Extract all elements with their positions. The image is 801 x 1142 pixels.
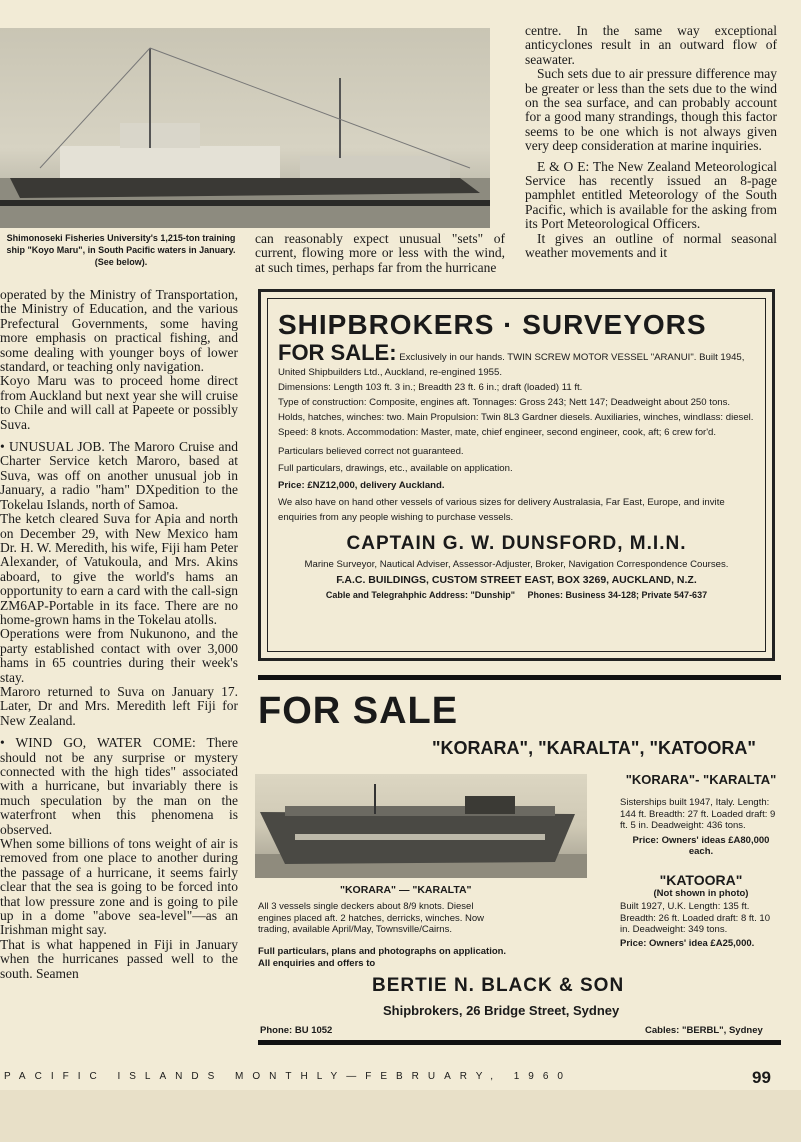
- ship-illustration: [0, 28, 490, 228]
- paragraph: Operations were from Nukunono, and the party established contact with over 3,000 hams in 65 countries during their week's stay.: [0, 626, 238, 685]
- roles-text: Marine Surveyor, Nautical Adviser, Assessor-Adjuster, Broker, Navigation Correspondence Courses.: [304, 559, 729, 570]
- bertie-black-name: BERTIE N. BLACK & SON: [372, 975, 625, 996]
- cables-text: Cables: "BERBL", Sydney: [645, 1025, 763, 1036]
- page-number: 99: [752, 1068, 771, 1087]
- article-text-middle: can reasonably expect unusual "sets" of current, flowing more or less with the wind, at such times, perhaps far from the hurricane: [255, 231, 505, 275]
- divider-rule: [258, 675, 781, 680]
- paragraph: centre. In the same way exceptional anticyclones result in an outward flow of seawater.: [525, 23, 777, 67]
- construction-text: Type of construction: Composite, engines aft. Tonnages: Gross 243; Nett 147; Deadweight about 250 tons. Holds, hatches, winches: two. Main Propulsion: Twin 8L3 Gardner diesels. Auxiliaries, winches, windlass: diesel. Speed: 8 knots. Accommodation: Master, mate, chief engineer, second engineer, cook, aft; 6 crew for'd.: [278, 397, 754, 438]
- enquiries-line: All enquiries and offers to: [258, 957, 376, 969]
- sisterships-info: [620, 772, 782, 949]
- sisterships-heading: "KORARA"- "KARALTA": [625, 772, 777, 787]
- article-text-right: [525, 24, 777, 261]
- photo-caption: Shimonoseki Fisheries University's 1,215-ton training ship "Koyo Maru", in South Pacific waters in January. (See below).: [6, 233, 236, 267]
- page-bottom-margin: [0, 1090, 801, 1142]
- sisterships-text: Sisterships built 1947, Italy. Length: 144 ft. Breadth: 27 ft. Loaded draft: 9 ft. 5 in. Deadweight: 436 tons.: [620, 797, 776, 831]
- ships-names: "KORARA", "KARALTA", "KATOORA": [432, 738, 756, 758]
- divider-rule: [258, 1040, 781, 1045]
- believed-text: Particulars believed correct not guaranteed.: [278, 446, 464, 457]
- cable-text: Cable and Telegrahphic Address: "Dunship" Phones: Business 34-128; Private 547-637: [325, 590, 708, 600]
- katoora-note: (Not shown in photo): [653, 887, 749, 899]
- price-text: Price: £NZ12,000, delivery Auckland.: [278, 480, 445, 491]
- for-sale-label: FOR SALE:: [278, 340, 397, 365]
- paragraph: E & O E: The New Zealand Meteorological Service has recently issued an 8-page pamphlet entitled Meteorology of the South Pacific, which is available for the asking from its Port Meteorological Officers.: [525, 158, 777, 232]
- katoora-price: Price: Owners' idea £A25,000.: [620, 937, 755, 949]
- paragraph: It gives an outline of normal seasonal weather movements and it: [525, 230, 777, 261]
- captain-name: CAPTAIN G. W. DUNSFORD, M.I.N.: [346, 533, 687, 554]
- bertie-black-address: Shipbrokers, 26 Bridge Street, Sydney: [383, 1003, 620, 1018]
- other-vessels-text: We also have on hand other vessels of various sizes for delivery Australasia, Far East, Europe, and invite enquiries from any people wishing to purchase vessels.: [278, 497, 725, 523]
- address-text: F.A.C. BUILDINGS, CUSTOM STREET EAST, BOX 3269, AUCKLAND, N.Z.: [336, 574, 697, 586]
- shipbrokers-ad: [258, 289, 775, 661]
- full-particulars-line: Full particulars, plans and photographs on application.: [258, 946, 507, 957]
- paragraph: • UNUSUAL JOB. The Maroro Cruise and Charter Service ketch Maroro, based at Suva, was off on another unusual job in January, a radio "ham" DXpedition to the Tokelau Islands, north of Samoa.: [0, 439, 238, 512]
- sisterships-price: Price: Owners' ideas £A80,000 each.: [632, 834, 770, 857]
- phone-text: Phone: BU 1052: [260, 1025, 333, 1036]
- paragraph: • WIND GO, WATER COME: There should not be any surprise or mystery connected with the high tides" associated with a hurricane, but invariably there is much speculation by the man on the waterfront when this phenomena is observed.: [0, 735, 238, 837]
- running-footer: PACIFIC ISLANDS MONTHLY—FEBRUARY, 1960: [4, 1071, 572, 1082]
- paragraph: That is what happened in Fiji in January when the hurricanes passed well to the south. Seamen: [0, 936, 238, 981]
- paragraph: The ketch cleared Suva for Apia and north on December 29, with New Mexico ham Dr. H. W. Meredith, his wife, Fiji ham Peter Alexander, of Vatukoula, and Mrs. Akins aboard, to give the world's hams an opportunity to earn a card with the call-sign ZM6AP-Portable in its face. There are no home-grown hams in the Tokelau atolls.: [0, 511, 238, 627]
- ship-illustration: [255, 774, 587, 878]
- paragraph: When some billions of tons weight of air is removed from one place to another during the passage of a hurricane, it seems fairly clear that the sea is going to be forced into that low pressure zone and is going to pile up in a dome "above sea-level"—as an Irishman might say.: [0, 836, 238, 938]
- full-particulars-text: Full particulars, drawings, etc., available on application.: [278, 463, 513, 474]
- ad-intro: [278, 340, 755, 380]
- dimensions-text: Dimensions: Length 103 ft. 3 in.; Breadth 23 ft. 6 in.; draft (loaded) 11 ft.: [278, 382, 583, 393]
- for-sale-heading: FOR SALE: [258, 690, 459, 732]
- ship-photo-korara: [255, 774, 587, 878]
- intro-text: Exclusively in our hands. TWIN SCREW MOTOR VESSEL "ARANUI". Built 1945, United Shipbuilders Ltd., Auckland, re-engined 1955.: [278, 352, 745, 378]
- ad-heading: SHIPBROKERS · SURVEYORS: [278, 309, 707, 340]
- paragraph: Maroro returned to Suva on January 17. Later, Dr and Mrs. Meredith left Fiji for New Zealand.: [0, 683, 238, 728]
- korara-karalta-heading: "KORARA" — "KARALTA": [340, 884, 472, 896]
- ship-photo-koyo-maru: [0, 28, 490, 228]
- korara-karalta-text: All 3 vessels single deckers about 8/9 knots. Diesel engines placed aft. 2 hatches, derricks, winches. Now trading, available April/May, Townsville/Cairns.: [258, 901, 485, 935]
- full-particulars: [258, 946, 588, 969]
- article-text-left: [0, 288, 238, 981]
- paragraph: operated by the Ministry of Transportation, the Ministry of Education, and the various Prefectural Governments, some having more emphasis on practical fishing, and some dealing with younger boys of lower standard, or teaching only navigation.: [0, 287, 238, 375]
- katoora-text: Built 1927, U.K. Length: 135 ft. Breadth: 26 ft. Loaded draft: 8 ft. 10 in. Deadweight: 349 tons.: [620, 901, 770, 935]
- katoora-heading: "KATOORA": [659, 871, 743, 888]
- paragraph: Koyo Maru was to proceed home direct from Auckland but next year she will cruise to Chile and will call at Papeete or possibly Suva.: [0, 373, 238, 432]
- paragraph: Such sets due to air pressure difference may be greater or less than the sets due to the wind on the sea surface, and can probably account for a good many strandings, though this factor seems to be one which is not always given very deep consideration at marine inquiries.: [525, 66, 777, 154]
